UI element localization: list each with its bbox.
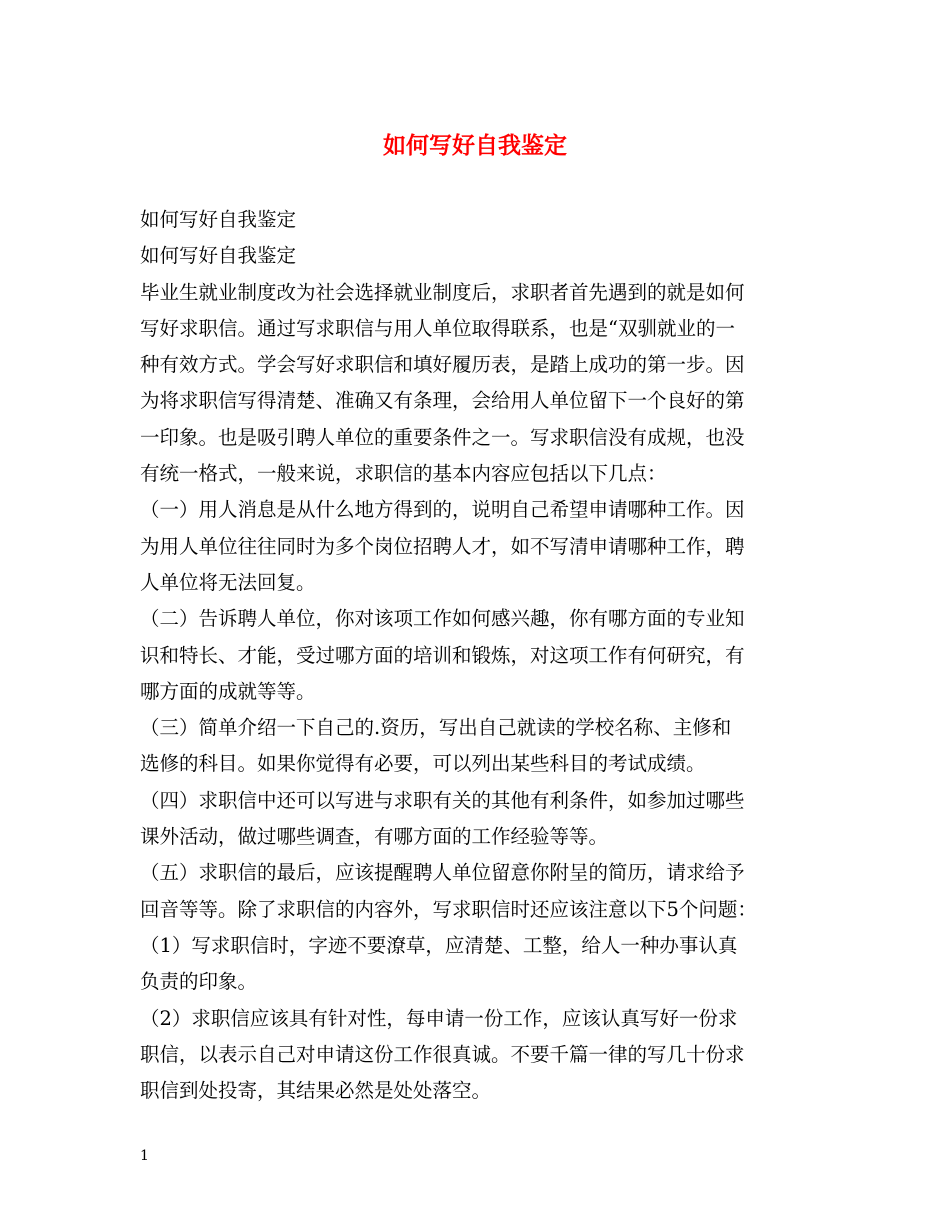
body-line: 人单位将无法回复。 <box>140 570 316 594</box>
body-line: （二）告诉聘人单位，你对该项工作如何感兴趣，你有哪方面的专业知 <box>140 607 745 631</box>
body-line: （1）写求职信时，字迹不要潦草，应清楚、工整，给人一种办事认真 <box>140 933 738 957</box>
body-line: 为将求职信写得清楚、准确又有条理，会给用人单位留下一个良好的第 <box>140 389 745 413</box>
document-body <box>140 202 830 1109</box>
body-line: （四）求职信中还可以写进与求职有关的其他有利条件，如参加过哪些 <box>140 788 745 812</box>
body-line: 职信，以表示自己对申请这份工作很真诚。不要千篇一律的写几十份求 <box>140 1042 745 1066</box>
body-line: （2）求职信应该具有针对性，每申请一份工作，应该认真写好一份求 <box>140 1006 738 1030</box>
body-line: 写好求职信。通过写求职信与用人单位取得联系，也是“双驯就业的一 <box>140 316 735 340</box>
body-line: 如何写好自我鉴定 <box>140 208 297 231</box>
body-line: （一）用人消息是从什么地方得到的，说明自己希望申请哪种工作。因 <box>140 498 745 522</box>
body-line: 一印象。也是吸引聘人单位的重要条件之一。写求职信没有成规，也没 <box>140 425 745 449</box>
body-line: 如何写好自我鉴定 <box>140 244 297 268</box>
document-title: 如何写好自我鉴定 <box>383 132 567 159</box>
body-line: 毕业生就业制度改为社会选择就业制度后，求职者首先遇到的就是如何 <box>140 280 745 304</box>
page-number: 1 <box>140 1148 149 1164</box>
body-line: 哪方面的成就等等。 <box>140 679 316 703</box>
body-line: 识和特长、才能，受过哪方面的培训和锻炼，对这项工作有何研究，有 <box>140 643 745 667</box>
body-line: 课外活动，做过哪些调查，有哪方面的工作经验等等。 <box>140 825 609 849</box>
body-line: 负责的印象。 <box>140 970 258 994</box>
body-line: 为用人单位往往同时为多个岗位招聘人才，如不写清申请哪种工作，聘 <box>140 534 745 558</box>
body-line: 有统一格式，一般来说，求职信的基本内容应包括以下几点： <box>140 462 667 486</box>
body-line: 选修的科目。如果你觉得有必要，可以列出某些科目的考试成绩。 <box>140 752 706 776</box>
body-line: 种有效方式。学会写好求职信和填好履历表，是踏上成功的第一步。因 <box>140 353 745 377</box>
body-line: （五）求职信的最后，应该提醒聘人单位留意你附呈的简历，请求给予 <box>140 861 745 885</box>
body-line: （三）简单介绍一下自己的.资历，写出自己就读的学校名称、主修和 <box>140 716 732 740</box>
body-line: 职信到处投寄，其结果必然是处处落空。 <box>140 1079 492 1103</box>
body-line: 回音等等。除了求职信的内容外，写求职信时还应该注意以下5个问题： <box>140 897 757 921</box>
